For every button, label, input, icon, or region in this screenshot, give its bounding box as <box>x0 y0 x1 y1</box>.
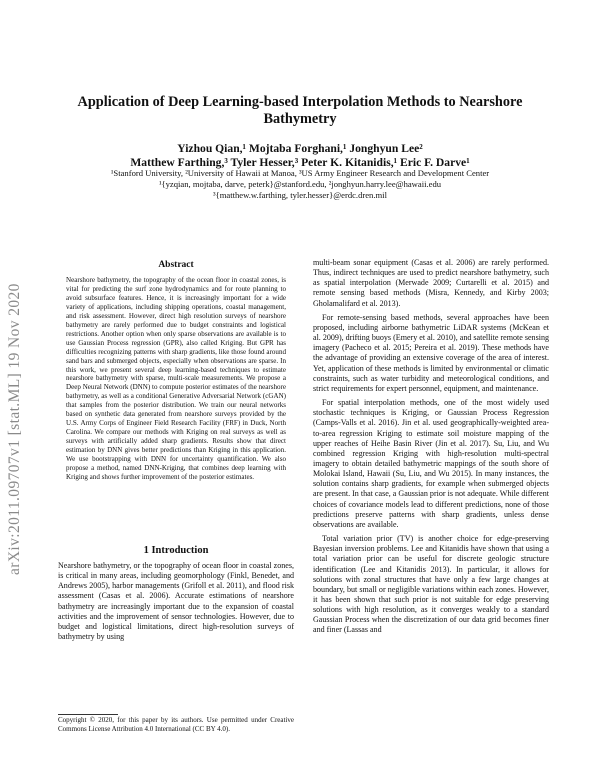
abstract-heading: Abstract <box>158 260 194 270</box>
abstract-text: Nearshore bathymetry, the topography of the ocean floor in coastal zones, is vital for predicting the surf zone hydrodynamics and for route planning to avoid subsurface features. Hence, it is increasingly important for a wide variety of applications, including shipping operations, coastal management, and risk assessment. However, direct high resolution surveys of nearshore bathymetry are rarely performed due to budget constraints and logistical restrictions. Another option when only sparse observations are available is to use Gaussian Process regression (GPR), also called Kriging. But GPR has difficulties recognizing patterns with sharp gradients, like those found around sand bars and submerged objects, especially when observations are sparse. In this work, we present several deep learning-based techniques to estimate nearshore bathymetry with sparse, multi-scale measurements. We propose a Deep Neural Network (DNN) to compute posterior estimates of the nearshore bathymetry, as well as a conditional Generative Adversarial Network (cGAN) that samples from the posterior distribution. We train our neural networks based on synthetic data generated from nearshore surveys provided by the U.S. Army Corps of Engineer Field Research Facility (FRF) in Duck, North Carolina. We compare our methods with Kriging on real surveys as well as surveys with artificially added sharp gradients. Results show that direct estimation by DNN gives better predictions than Kriging in this application. We use bootstrapping with DNN for uncertainty quantification. We also propose a method, named DNN-Kriging, that combines deep learning with Kriging and shows further improvement of the posterior estimates. <box>66 276 286 481</box>
paragraph: multi-beam sonar equipment (Casas et al. 2006) are rarely performed. Thus, indirect techniques are used to predict nearshore bathymetry, such as spatial interpolation (Merwade 2009; Curtarelli et al. 2015) and remote sensing based methods (Misra, Kennedy, and Kirby 2003; Gholamalifard et al. 2013). <box>313 258 549 308</box>
paper-title <box>40 94 560 128</box>
affiliation-line-2: ¹{yzqian, mojtaba, darve, peterk}@stanford.edu, ²jonghyun.harry.lee@hawaii.edu <box>158 179 442 189</box>
introduction-text: Nearshore bathymetry, or the topography of ocean floor in coastal zones, is critical in many areas, including geomorphology (Finkl, Benedet, and Andrews 2005), harbor managements (Grifoll et al. 2011), and flood risk assessment (Casas et al. 2006). Accurate estimations of nearshore bathymetry are increasingly important due to the expansion of coastal activities and the improvement of sensor technologies. However, due to budget and logistical limitations, direct high-resolution surveys of bathymetry by using <box>58 561 294 642</box>
right-column <box>313 258 549 636</box>
paragraph: For remote-sensing based methods, several approaches have been proposed, including airborne bathymetric LiDAR systems (McKean et al. 2009), drifting buoys (Emery et al. 2010), and satellite remote sensing imagery (Pacheco et al. 2015; Pereira et al. 2019). These methods have the advantage of providing an extensive coverage of the area of interest. Yet, application of these methods is limited by environmental or climatic constraints, such as water turbidity and meteorological conditions, and strict requirements for expert personnel, equipment, and maintenance. <box>313 312 549 393</box>
title-line-1: Application of Deep Learning-based Interpolation Methods to Nearshore <box>77 94 523 110</box>
paragraph: For spatial interpolation methods, one of the most widely used stochastic techniques is Kriging, or Gaussian Process Regression (Camps-Valls et al. 2016). Jin et al. used geographically-weighted area-to-area regression Kriging to estimate soil moisture mapping of the upper reaches of Heihe Basin River (Jin et al. 2017). Su, Liu, and Wu combined regression Kriging with high-resolution multi-spectral imagery to obtain detailed bathymetric mappings of the south shore of Molokai Island, Hawaii (Su, Liu, and Wu 2015). In many instances, the solution contains sharp gradients, for example when submerged objects are present. In that case, a Gaussian prior is not adequate. While different choices of covariance models lead to different predictions, none of those predictions preserve patterns with sharp gradients, unless dense observations are available. <box>313 398 549 529</box>
affiliations <box>40 168 560 201</box>
paragraph: Total variation prior (TV) is another choice for edge-preserving Bayesian inversion problems. Lee and Kitanidis have shown that using a total variation prior can be useful for discrete geologic structure identification (Lee and Kitanidis 2013). In particular, it allows for solutions with zonal structures that have only a few large changes at boundary, but small or negligible variations within each zones. However, it has been shown that such prior is not suitable for edge preserving solutions with high resolution, as it converges weakly to a standard Gaussian Process when the discretization of our data grid becomes finer and finer (Lassas and <box>313 534 549 635</box>
authors-line-2: Matthew Farthing,³ Tyler Hesser,³ Peter K. Kitanidis,¹ Eric F. Darve¹ <box>130 156 470 169</box>
copyright-footnote: Copyright © 2020, for this paper by its authors. Use permitted under Creative Commons License Attribution 4.0 International (CC BY 4.0). <box>58 716 294 733</box>
affiliation-line-3: ³{matthew.w.farthing, tyler.hesser}@erdc.dren.mil <box>213 190 387 200</box>
authors <box>40 142 560 170</box>
title-line-2: Bathymetry <box>263 111 337 127</box>
authors-line-1: Yizhou Qian,¹ Mojtaba Forghani,¹ Jonghyun Lee² <box>177 142 423 155</box>
affiliation-line-1: ¹Stanford University, ²University of Hawaii at Manoa, ³US Army Engineer Research and Development Center <box>110 168 490 178</box>
footnote-rule <box>58 714 118 715</box>
section-heading-introduction: 1 Introduction <box>143 545 209 556</box>
arxiv-stamp: arXiv:2011.09707v1 [stat.ML] 19 Nov 2020 <box>6 283 23 575</box>
